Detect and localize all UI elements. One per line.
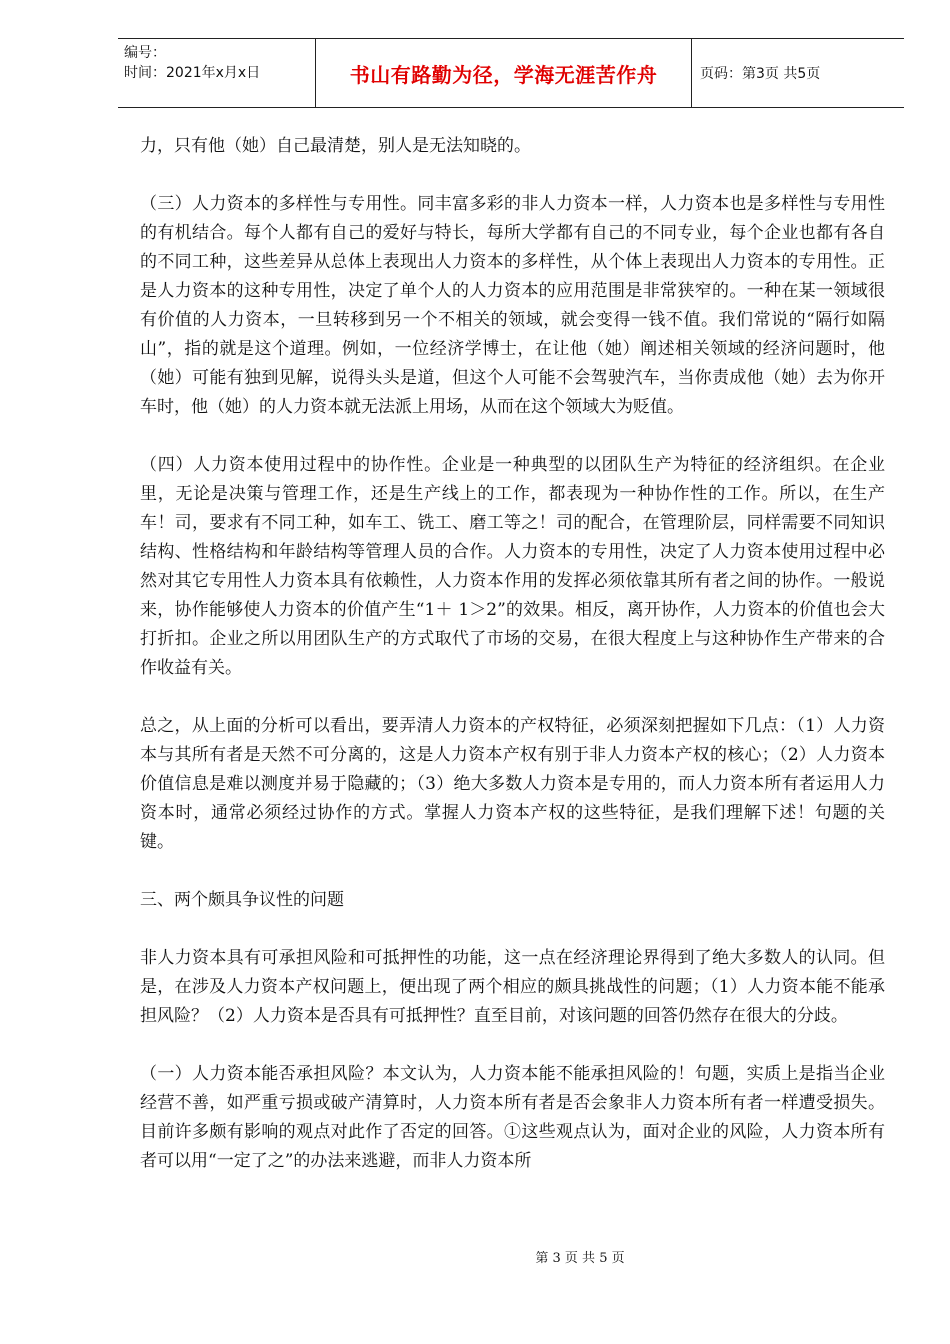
section-heading: 三、两个颇具争议性的问题 <box>140 890 344 910</box>
body-paragraph: 总之，从上面的分析可以看出，要弄清人力资本的产权特征，必须深刻把握如下几点：（1）人力资本与其所有者是天然不可分离的，这是人力资本产权有别于非人力资本产权的核心；（2）人力资本价值信息是难以测度并易于隐藏的；（3）绝大多数人力资本是专用的，而人力资本所有者运用人力资本时，通常必须经过协作的方式。掌握人力资本产权的这些特征，是我们理解下述！句题的关键。 <box>140 716 885 852</box>
body-paragraph: （四）人力资本使用过程中的协作性。企业是一种典型的以团队生产为特征的经济组织。在企业里，无论是决策与管理工作，还是生产线上的工作，都表现为一种协作性的工作。所以，在生产车！司，要求有不同工种，如车工、铣工、磨工等之！司的配合，在管理阶层，同样需要不同知识结构、性格结构和年龄结构等管理人员的合作。人力资本的专用性，决定了人力资本使用过程中必然对其它专用性人力资本具有依赖性，人力资本作用的发挥必须依靠其所有者之间的协作。一般说来，协作能够使人力资本的价值产生“1＋ 1＞2”的效果。相反，离开协作，人力资本的价值也会大打折扣。企业之所以用团队生产的方式取代了市场的交易，在很大程度上与这种协作生产带来的合作收益有关。 <box>140 455 885 678</box>
document-date: 时间：2021年x月x日 <box>124 65 261 81</box>
body-paragraph: （三）人力资本的多样性与专用性。同丰富多彩的非人力资本一样，人力资本也是多样性与专用性的有机结合。每个人都有自己的爱好与特长，每所大学都有自己的不同专业，每个企业也都有各自的不同工种，这些差异从总体上表现出人力资本的多样性，从个体上表现出人力资本的专用性。正是人力资本的这种专用性，决定了单个人的人力资本的应用范围是非常狭窄的。一种在某一领域很有价值的人力资本，一旦转移到另一个不相关的领域，就会变得一钱不值。我们常说的“隔行如隔山”，指的就是这个道理。例如，一位经济学博士，在让他（她）阐述相关领域的经济问题时，他（她）可能有独到见解，说得头头是道，但这个人可能不会驾驶汽车，当你责成他（她）去为你开车时，他（她）的人力资本就无法派上用场，从而在这个领域大为贬值。 <box>140 194 885 417</box>
body-paragraph: 非人力资本具有可承担风险和可抵押性的功能，这一点在经济理论界得到了绝大多数人的认同。但是，在涉及人力资本产权问题上，便出现了两个相应的颇具挑战性的问题；（1）人力资本能不能承担风险？（2）人力资本是否具有可抵押性？直至目前，对该问题的回答仍然存在很大的分歧。 <box>140 948 885 1026</box>
document-number-label: 编号： <box>124 45 166 61</box>
document-header <box>118 38 904 108</box>
document-body <box>140 132 885 1205</box>
header-motto: 书山有路勤为径，学海无涯苦作舟 <box>316 39 692 107</box>
page-footer: 第 3 页 共 5 页 <box>535 1251 625 1266</box>
body-paragraph: 力，只有他（她）自己最清楚，别人是无法知晓的。 <box>140 136 531 156</box>
header-meta <box>118 39 316 107</box>
body-paragraph: （一）人力资本能否承担风险？本文认为，人力资本能不能承担风险的！句题，实质上是指当企业经营不善，如严重亏损或破产清算时，人力资本所有者是否会象非人力资本所有者一样遭受损失。目前许多颇有影响的观点对此作了否定的回答。①这些观点认为，面对企业的风险，人力资本所有者可以用“一定了之”的办法来逃避，而非人力资本所 <box>140 1064 885 1171</box>
header-page-number: 页码：第3页 共5页 <box>700 66 821 82</box>
